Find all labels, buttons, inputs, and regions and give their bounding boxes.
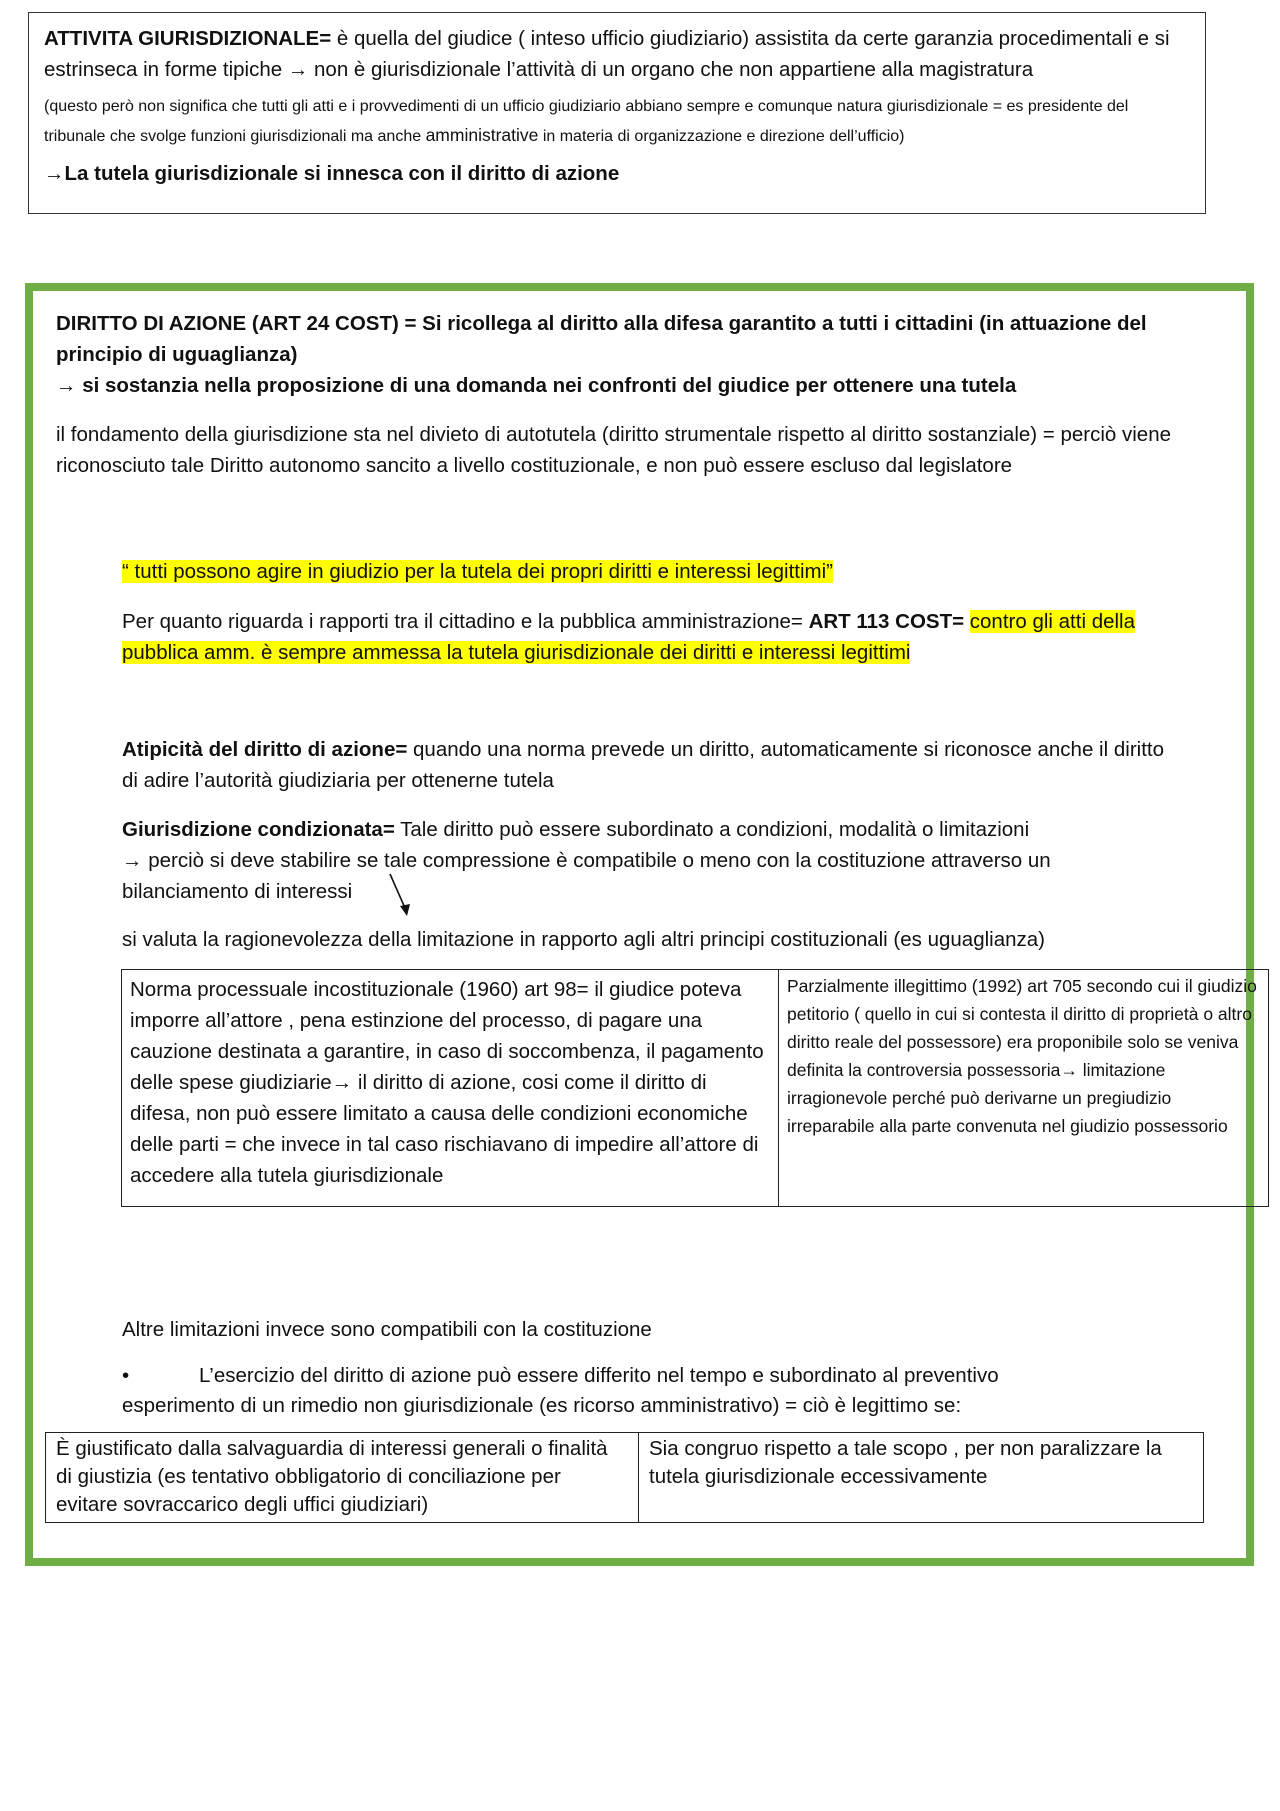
cell-norma-incostituzionale-1960: Norma processuale incostituzionale (1960) art 98= il giudice poteva imporre all’attore , pena estinzione del processo, di pagare una cauzione destinata a garantire, in caso di soccombenza, il pagamento delle spese giudiziarie→ il diritto di azione, cosi come il diritto di difesa, non può essere limitato a causa delle condizioni economiche delle parti = che invece in tal caso rischiavano di impedire all’attore di accedere alla tutela giurisdizionale	[122, 970, 779, 1207]
note-paragraph: (questo però non significa che tutti gli atti e i provvedimenti di un ufficio giudiziario abbiano sempre e comunque natura giurisdizionale = es presidente del tribunale che svolge funzioni giurisdizionali ma anche amministrative in materia di organizzazione e direzione dell’ufficio)	[44, 98, 1129, 145]
table-row	[122, 970, 1269, 1207]
table-condizioni-legittimita	[45, 1432, 1204, 1523]
conclusion-line: →La tutela giurisdizionale si innesca con il diritto di azione	[44, 162, 620, 185]
definition-paragraph: ATTIVITA GIURISDIZIONALE= è quella del giudice ( inteso ufficio giudiziario) assistita da certe garanzia procedimentali e si estrinseca in forme tipiche → non è giurisdizionale l’attività di un organo che non appartiene alla magistratura	[44, 27, 1170, 81]
table-norme-illegittime	[121, 969, 1269, 1207]
paragraph-pubblica-amministrazione: Per quanto riguarda i rapporti tra il cittadino e la pubblica amministrazione= ART 113 COST= contro gli atti della pubblica amm. è sempre ammessa la tutela giurisdizionale dei diritti e interessi legittimi	[122, 610, 1136, 664]
cell-interessi-generali: È giustificato dalla salvaguardia di interessi generali o finalità di giustizia (es tentativo obbligatorio di conciliazione per evitare sovraccarico degli uffici giudiziari)	[46, 1433, 639, 1523]
definition-box-attivita-giurisdizionale	[28, 12, 1206, 214]
highlighted-art-113: contro gli atti della pubblica amm. è sempre ammessa la tutela giurisdizionale dei diritti e interessi legittimi	[122, 610, 1136, 664]
term-atipicita: Atipicità del diritto di azione=	[122, 738, 408, 761]
paragraph-atipicita: Atipicità del diritto di azione= quando una norma prevede un diritto, automaticamente si riconosce anche il diritto di adire l’autorità giudiziaria per ottenerne tutela	[122, 738, 1164, 792]
bullet-icon: •	[122, 1364, 130, 1387]
paragraph-fondamento: il fondamento della giurisdizione sta nel divieto di autotutela (diritto strumentale rispetto al diritto sostanziale) = perciò viene riconosciuto tale Diritto autonomo sancito a livello costituzionale, e non può essere escluso dal legislatore	[56, 423, 1172, 477]
arrow-icon: →	[122, 849, 143, 872]
subheading-proposizione-domanda: → si sostanzia nella proposizione di una domanda nei confronti del giudice per ottenere una tutela	[56, 374, 1017, 397]
arrow-icon: →	[287, 58, 309, 81]
term-giurisdizione-condizionata: Giurisdizione condizionata=	[122, 818, 395, 841]
arrow-icon: →	[44, 162, 65, 185]
term-art-113-cost: ART 113 COST=	[808, 610, 965, 633]
cell-parzialmente-illegittimo-1992: Parzialmente illegittimo (1992) art 705 secondo cui il giudizio petitorio ( quello in cui si contesta il diritto di proprietà o altro diritto reale del possessore) era proponibile solo se veniva definita la controversia possessoria→ limitazione irragionevole perché può derivarne un pregiudizio irreparabile alla parte convenuta nel giudizio possessorio	[779, 970, 1269, 1207]
diagonal-arrow-icon	[382, 870, 412, 920]
paragraph-ragionevolezza: si valuta la ragionevolezza della limitazione in rapporto agli altri principi costituzionali (es uguaglianza)	[122, 928, 1045, 951]
arrow-icon: →	[331, 1071, 353, 1094]
term-attivita-giurisdizionale: ATTIVITA GIURISDIZIONALE=	[44, 27, 332, 50]
quote-art24: “ tutti possono agire in giudizio per la tutela dei propri diritti e interessi legittimi”	[122, 560, 834, 583]
bullet-line-2: esperimento di un rimedio non giurisdizionale (es ricorso amministrativo) = ciò è legittimo se:	[122, 1394, 962, 1417]
arrow-icon: →	[1060, 1060, 1078, 1080]
arrow-icon: →	[56, 374, 77, 397]
bullet-line-1: L’esercizio del diritto di azione può essere differito nel tempo e subordinato al preventivo	[199, 1364, 999, 1387]
cell-congruo: Sia congruo rispetto a tale scopo , per non paralizzare la tutela giurisdizionale eccessivamente	[639, 1433, 1204, 1523]
paragraph-altre-limitazioni: Altre limitazioni invece sono compatibili con la costituzione	[122, 1318, 652, 1341]
table-row	[46, 1433, 1204, 1523]
paragraph-giurisdizione-condizionata: Giurisdizione condizionata= Tale diritto può essere subordinato a condizioni, modalità o limitazioni → perciò si deve stabilire se tale compressione è compatibile o meno con la costituzione attraverso un bilanciamento di interessi	[122, 818, 1051, 903]
heading-diritto-di-azione: DIRITTO DI AZIONE (ART 24 COST) = Si ricollega al diritto alla difesa garantito a tutti i cittadini (in attuazione del principio di uguaglianza)	[56, 312, 1147, 366]
